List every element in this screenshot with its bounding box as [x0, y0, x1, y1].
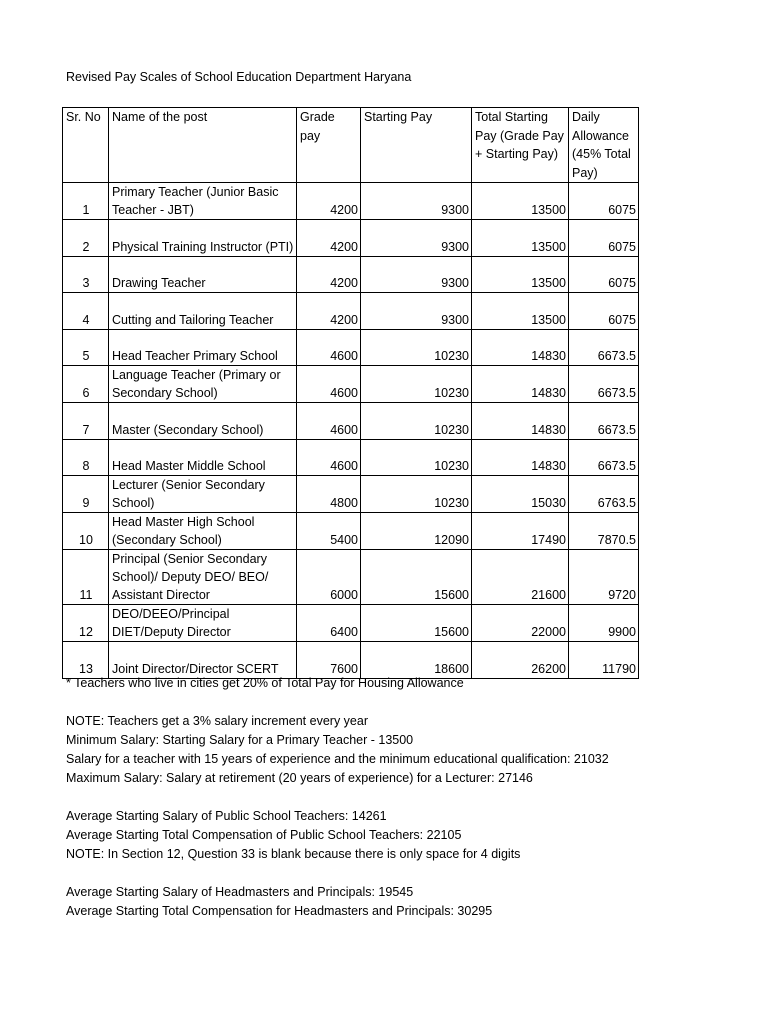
- cell-starting-pay: 9300: [361, 293, 472, 330]
- cell-grade-pay: 4800: [297, 476, 361, 513]
- cell-daily-allowance: 6673.5: [569, 366, 639, 403]
- cell-starting-pay: 10230: [361, 403, 472, 440]
- header-total-starting-pay: Total Starting Pay (Grade Pay + Starting Pay): [472, 108, 569, 183]
- cell-starting-pay: 12090: [361, 513, 472, 550]
- avg-compensation-heads: Average Starting Total Compensation for Headmasters and Principals: 30295: [66, 904, 493, 918]
- cell-grade-pay: 6400: [297, 605, 361, 642]
- cell-post-name: DEO/DEEO/Principal DIET/Deputy Director: [109, 605, 297, 642]
- table-row: [63, 513, 639, 550]
- cell-post-name: Primary Teacher (Junior Basic Teacher - JBT): [109, 183, 297, 220]
- cell-total-starting-pay: 17490: [472, 513, 569, 550]
- cell-total-starting-pay: 26200: [472, 642, 569, 679]
- cell-grade-pay: 4600: [297, 366, 361, 403]
- cell-post-name: Head Master High School (Secondary School): [109, 513, 297, 550]
- header-starting-pay: Starting Pay: [361, 108, 472, 183]
- cell-grade-pay: 4600: [297, 329, 361, 366]
- cell-sr-no: 2: [63, 220, 109, 257]
- section-12-note: NOTE: In Section 12, Question 33 is blank because there is only space for 4 digits: [66, 847, 521, 861]
- document-title: Revised Pay Scales of School Education Department Haryana: [66, 70, 412, 84]
- cell-daily-allowance: 6075: [569, 256, 639, 293]
- cell-sr-no: 12: [63, 605, 109, 642]
- housing-allowance-note: * Teachers who live in cities get 20% of Total Pay for Housing Allowance: [66, 676, 464, 690]
- cell-total-starting-pay: 21600: [472, 550, 569, 605]
- cell-sr-no: 13: [63, 642, 109, 679]
- avg-starting-salary-teachers: Average Starting Salary of Public School Teachers: 14261: [66, 809, 387, 823]
- cell-starting-pay: 18600: [361, 642, 472, 679]
- table-header-row: [63, 108, 639, 183]
- table-row: [63, 550, 639, 605]
- cell-starting-pay: 10230: [361, 476, 472, 513]
- cell-daily-allowance: 7870.5: [569, 513, 639, 550]
- cell-sr-no: 4: [63, 293, 109, 330]
- table-row: [63, 439, 639, 476]
- cell-starting-pay: 10230: [361, 366, 472, 403]
- table-row: [63, 293, 639, 330]
- cell-grade-pay: 4600: [297, 439, 361, 476]
- cell-post-name: Physical Training Instructor (PTI): [109, 220, 297, 257]
- table-row: [63, 605, 639, 642]
- cell-daily-allowance: 6763.5: [569, 476, 639, 513]
- cell-sr-no: 8: [63, 439, 109, 476]
- cell-daily-allowance: 11790: [569, 642, 639, 679]
- cell-starting-pay: 9300: [361, 220, 472, 257]
- cell-daily-allowance: 6673.5: [569, 329, 639, 366]
- cell-post-name: Cutting and Tailoring Teacher: [109, 293, 297, 330]
- table-row: [63, 183, 639, 220]
- cell-sr-no: 6: [63, 366, 109, 403]
- cell-total-starting-pay: 14830: [472, 403, 569, 440]
- cell-grade-pay: 7600: [297, 642, 361, 679]
- cell-starting-pay: 15600: [361, 550, 472, 605]
- cell-post-name: Joint Director/Director SCERT: [109, 642, 297, 679]
- cell-daily-allowance: 9720: [569, 550, 639, 605]
- cell-grade-pay: 4200: [297, 293, 361, 330]
- cell-sr-no: 1: [63, 183, 109, 220]
- table-row: [63, 366, 639, 403]
- cell-daily-allowance: 6075: [569, 293, 639, 330]
- cell-daily-allowance: 6075: [569, 183, 639, 220]
- table-row: [63, 329, 639, 366]
- cell-daily-allowance: 9900: [569, 605, 639, 642]
- header-grade-pay: Grade pay: [297, 108, 361, 183]
- avg-compensation-teachers: Average Starting Total Compensation of Public School Teachers: 22105: [66, 828, 462, 842]
- cell-sr-no: 11: [63, 550, 109, 605]
- cell-total-starting-pay: 14830: [472, 366, 569, 403]
- cell-post-name: Language Teacher (Primary or Secondary School): [109, 366, 297, 403]
- spacer: [66, 693, 609, 712]
- cell-post-name: Head Master Middle School: [109, 439, 297, 476]
- cell-sr-no: 5: [63, 329, 109, 366]
- notes-section: [66, 674, 609, 921]
- table-row: [63, 403, 639, 440]
- cell-total-starting-pay: 14830: [472, 439, 569, 476]
- cell-post-name: Drawing Teacher: [109, 256, 297, 293]
- cell-daily-allowance: 6673.5: [569, 403, 639, 440]
- cell-daily-allowance: 6673.5: [569, 439, 639, 476]
- cell-starting-pay: 9300: [361, 256, 472, 293]
- experience-salary-line: Salary for a teacher with 15 years of experience and the minimum educational qualification: 21032: [66, 752, 609, 766]
- table-row: [63, 220, 639, 257]
- increment-note: NOTE: Teachers get a 3% salary increment every year: [66, 714, 368, 728]
- cell-total-starting-pay: 13500: [472, 220, 569, 257]
- cell-starting-pay: 10230: [361, 439, 472, 476]
- pay-scale-table: [62, 107, 639, 679]
- cell-post-name: Head Teacher Primary School: [109, 329, 297, 366]
- cell-starting-pay: 9300: [361, 183, 472, 220]
- table-row: [63, 476, 639, 513]
- minimum-salary-line: Minimum Salary: Starting Salary for a Primary Teacher - 13500: [66, 733, 414, 747]
- spacer: [66, 788, 609, 807]
- cell-sr-no: 7: [63, 403, 109, 440]
- cell-sr-no: 10: [63, 513, 109, 550]
- cell-total-starting-pay: 13500: [472, 293, 569, 330]
- cell-post-name: Lecturer (Senior Secondary School): [109, 476, 297, 513]
- header-sr-no: Sr. No: [63, 108, 109, 183]
- header-name-of-post: Name of the post: [109, 108, 297, 183]
- cell-grade-pay: 5400: [297, 513, 361, 550]
- avg-starting-salary-heads: Average Starting Salary of Headmasters and Principals: 19545: [66, 885, 414, 899]
- maximum-salary-line: Maximum Salary: Salary at retirement (20 years of experience) for a Lecturer: 27146: [66, 771, 533, 785]
- cell-sr-no: 9: [63, 476, 109, 513]
- spacer: [66, 864, 609, 883]
- cell-grade-pay: 4200: [297, 183, 361, 220]
- cell-total-starting-pay: 22000: [472, 605, 569, 642]
- cell-daily-allowance: 6075: [569, 220, 639, 257]
- cell-starting-pay: 10230: [361, 329, 472, 366]
- cell-post-name: Principal (Senior Secondary School)/ Deputy DEO/ BEO/ Assistant Director: [109, 550, 297, 605]
- cell-sr-no: 3: [63, 256, 109, 293]
- cell-grade-pay: 4200: [297, 256, 361, 293]
- cell-total-starting-pay: 14830: [472, 329, 569, 366]
- header-daily-allowance: Daily Allowance (45% Total Pay): [569, 108, 639, 183]
- cell-grade-pay: 6000: [297, 550, 361, 605]
- table-row: [63, 256, 639, 293]
- cell-total-starting-pay: 15030: [472, 476, 569, 513]
- cell-starting-pay: 15600: [361, 605, 472, 642]
- cell-grade-pay: 4200: [297, 220, 361, 257]
- cell-post-name: Master (Secondary School): [109, 403, 297, 440]
- cell-total-starting-pay: 13500: [472, 256, 569, 293]
- cell-grade-pay: 4600: [297, 403, 361, 440]
- cell-total-starting-pay: 13500: [472, 183, 569, 220]
- table-row: [63, 642, 639, 679]
